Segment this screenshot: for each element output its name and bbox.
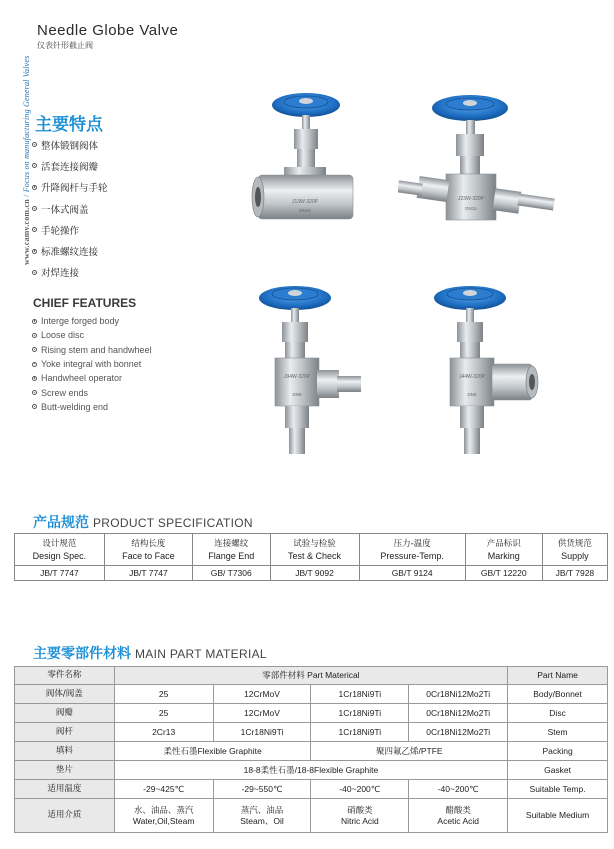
spec-heading: 产品规范 PRODUCT SPECIFICATION bbox=[33, 515, 253, 531]
product-marking: J13W-320P bbox=[291, 199, 319, 205]
bullet-icon bbox=[32, 185, 37, 190]
bullet-icon bbox=[32, 333, 37, 338]
bullet-icon bbox=[32, 142, 37, 147]
features-en-list bbox=[32, 314, 152, 414]
features-en-heading: CHIEF FEATURES bbox=[33, 296, 137, 310]
bullet-icon bbox=[32, 319, 37, 324]
bullet-icon bbox=[32, 227, 37, 232]
side-slogan: Focus on manufacturing General Valves bbox=[22, 55, 31, 193]
list-item: Rising stem and handwheel bbox=[32, 343, 152, 357]
spec-value-cell: GB/T 9124 bbox=[359, 566, 465, 581]
spec-value-cell: GB/ T7306 bbox=[193, 566, 271, 581]
spec-header-cell: 压力-温度 Pressure-Temp. bbox=[359, 534, 465, 566]
spec-value-cell: GB/T 12220 bbox=[465, 566, 542, 581]
list-item: 升降阀杆与手轮 bbox=[32, 177, 108, 198]
side-url: www.camv.com.cn / Focus on manufacturing General Valves bbox=[22, 55, 31, 265]
table-row: 阀瓣 25 12CrMoV 1Cr18Ni9Ti 0Cr18Ni12Mo2Ti Disc bbox=[15, 704, 608, 723]
table-row bbox=[15, 534, 608, 566]
table-row bbox=[15, 566, 608, 581]
bullet-icon bbox=[32, 163, 37, 168]
table-row: 垫片 18-8柔性石墨/18-8Flexible Graphite Gasket bbox=[15, 761, 608, 780]
list-item: 整体锻钢阀体 bbox=[32, 134, 108, 155]
spec-header-cell: 结构长度 Face to Face bbox=[104, 534, 192, 566]
list-item: 标准螺纹连接 bbox=[32, 240, 108, 261]
product-size: DN8 bbox=[292, 392, 302, 397]
table-row: 适用介质 水、油品、蒸汽 Water,Oil,Steam 蒸汽、油品 Steam、Oil 硝酸类 Nitric Acid 醋酸类 Acetic Acid Suitable Medium bbox=[15, 799, 608, 833]
page-subtitle: 仪表针形截止阀 bbox=[37, 41, 93, 50]
table-row: 填料 柔性石墨Flexible Graphite 聚四氟乙烯/PTFE Packing bbox=[15, 742, 608, 761]
bullet-icon bbox=[32, 404, 37, 409]
product-size: DN15 bbox=[465, 206, 477, 211]
spec-value-cell: JB/T 9092 bbox=[270, 566, 359, 581]
table-row: 适用温度 -29~425℃ -29~550℃ -40~200℃ -40~200℃ Suitable Temp. bbox=[15, 780, 608, 799]
features-cn-list bbox=[32, 134, 108, 283]
table-row: 阀体/阀盖 25 12CrMoV 1Cr18Ni9Ti 0Cr18Ni12Mo2Ti Body/Bonnet bbox=[15, 685, 608, 704]
bullet-icon bbox=[32, 249, 37, 254]
table-row bbox=[15, 667, 608, 685]
list-item: Interge forged body bbox=[32, 314, 152, 328]
table-row: 阀杆 2Cr13 1Cr18Ni9Ti 1Cr18Ni9Ti 0Cr18Ni12Mo2Ti Stem bbox=[15, 723, 608, 742]
bullet-icon bbox=[32, 270, 37, 275]
list-item: Yoke integral with bonnet bbox=[32, 357, 152, 371]
spec-header-cell: 试验与检验 Test & Check bbox=[270, 534, 359, 566]
spec-header-cell: 供货规范 Supply bbox=[542, 534, 607, 566]
parts-heading: 主要零部件材料 MAIN PART MATERIAL bbox=[33, 646, 267, 662]
list-item: 活套连接阀瓣 bbox=[32, 155, 108, 176]
bullet-icon bbox=[32, 376, 37, 381]
spec-value-cell: JB/T 7928 bbox=[542, 566, 607, 581]
spec-table bbox=[14, 533, 608, 581]
bullet-icon bbox=[32, 347, 37, 352]
parts-table bbox=[14, 666, 608, 833]
list-item: Screw ends bbox=[32, 385, 152, 399]
header-cell: 零部件材料 Part Materical bbox=[114, 667, 507, 685]
header-cell: Part Name bbox=[508, 667, 608, 685]
list-item: 手轮操作 bbox=[32, 219, 108, 240]
list-item: Loose disc bbox=[32, 328, 152, 342]
product-marking: J44W-320P bbox=[458, 374, 486, 380]
product-size: DN8 bbox=[467, 392, 477, 397]
page-title: Needle Globe Valve bbox=[37, 22, 179, 39]
bullet-icon bbox=[32, 362, 37, 367]
spec-header-cell: 连接螺纹 Flange End bbox=[193, 534, 271, 566]
side-domain: www.camv.com.cn bbox=[22, 199, 31, 265]
valve-image-straight-threaded bbox=[250, 85, 355, 230]
valve-image-angle-threaded bbox=[428, 278, 543, 458]
list-item: Handwheel operator bbox=[32, 371, 152, 385]
header-cell: 零件名称 bbox=[15, 667, 115, 685]
spec-value-cell: JB/T 7747 bbox=[15, 566, 105, 581]
list-item: 一体式阀盖 bbox=[32, 198, 108, 219]
product-marking: J94W-320P bbox=[283, 374, 311, 380]
features-cn-heading: 主要特点 bbox=[35, 115, 103, 135]
list-item: Butt-welding end bbox=[32, 400, 152, 414]
product-marking: J23W-320P bbox=[457, 196, 485, 202]
valve-image-angle-weld bbox=[255, 278, 365, 458]
valve-image-straight-weld bbox=[398, 86, 558, 231]
product-size: DN15 bbox=[299, 208, 311, 213]
bullet-icon bbox=[32, 390, 37, 395]
list-item: 对焊连接 bbox=[32, 262, 108, 283]
bullet-icon bbox=[32, 206, 37, 211]
spec-header-cell: 产品标识 Marking bbox=[465, 534, 542, 566]
spec-value-cell: JB/T 7747 bbox=[104, 566, 192, 581]
spec-header-cell: 设计规范 Design Spec. bbox=[15, 534, 105, 566]
